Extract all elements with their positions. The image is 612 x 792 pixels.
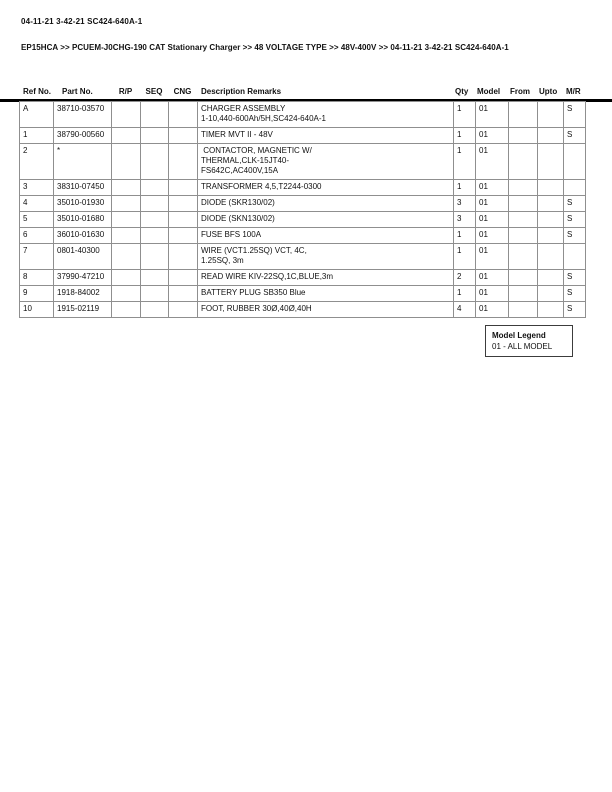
cell-cng <box>169 270 198 286</box>
cell-part-no: 38790-00560 <box>54 128 112 144</box>
description-line: TIMER MVT II - 48V <box>201 130 273 139</box>
table-row <box>20 196 586 212</box>
cell-part-no: 35010-01680 <box>54 212 112 228</box>
cell-qty: 4 <box>454 302 476 318</box>
cell-description <box>198 228 454 244</box>
cell-qty: 3 <box>454 212 476 228</box>
cell-cng <box>169 244 198 270</box>
cell-from <box>509 196 538 212</box>
cell-from <box>509 270 538 286</box>
cell-ref-no: 4 <box>20 196 54 212</box>
cell-from <box>509 102 538 128</box>
cell-ref-no: 9 <box>20 286 54 302</box>
cell-description <box>198 270 454 286</box>
cell-from <box>509 180 538 196</box>
column-header-model: Model <box>477 87 501 96</box>
cell-qty: 1 <box>454 286 476 302</box>
cell-seq <box>141 128 169 144</box>
cell-model: 01 <box>476 228 509 244</box>
cell-cng <box>169 302 198 318</box>
cell-model: 01 <box>476 102 509 128</box>
table-column-headers <box>19 87 585 97</box>
cell-upto <box>538 180 564 196</box>
cell-seq <box>141 144 169 180</box>
cell-ref-no: 8 <box>20 270 54 286</box>
column-header-ref-no: Ref No. <box>23 87 51 96</box>
cell-seq <box>141 286 169 302</box>
cell-description <box>198 286 454 302</box>
model-legend-box <box>485 325 573 357</box>
cell-cng <box>169 128 198 144</box>
cell-description <box>198 196 454 212</box>
cell-description <box>198 244 454 270</box>
table-row <box>20 128 586 144</box>
cell-model: 01 <box>476 244 509 270</box>
cell-seq <box>141 244 169 270</box>
cell-qty: 1 <box>454 102 476 128</box>
cell-mr: S <box>564 212 586 228</box>
cell-mr: S <box>564 102 586 128</box>
cell-qty: 2 <box>454 270 476 286</box>
column-header-mr: M/R <box>566 87 581 96</box>
cell-mr: S <box>564 302 586 318</box>
cell-model: 01 <box>476 270 509 286</box>
cell-ref-no: A <box>20 102 54 128</box>
cell-rp <box>112 128 141 144</box>
cell-seq <box>141 228 169 244</box>
cell-upto <box>538 228 564 244</box>
cell-seq <box>141 196 169 212</box>
description-line: FS642C,AC400V,15A <box>201 166 279 175</box>
cell-mr: S <box>564 196 586 212</box>
table-row <box>20 144 586 180</box>
description-line: THERMAL,CLK-15JT40- <box>201 156 290 165</box>
description-line: BATTERY PLUG SB350 Blue <box>201 288 306 297</box>
cell-qty: 1 <box>454 128 476 144</box>
cell-part-no: 38710-03570 <box>54 102 112 128</box>
cell-ref-no: 3 <box>20 180 54 196</box>
cell-qty: 1 <box>454 244 476 270</box>
cell-from <box>509 286 538 302</box>
cell-part-no: 0801-40300 <box>54 244 112 270</box>
cell-part-no: 1915-02119 <box>54 302 112 318</box>
description-line: DIODE (SKN130/02) <box>201 214 275 223</box>
cell-seq <box>141 180 169 196</box>
cell-part-no: 38310-07450 <box>54 180 112 196</box>
table-row <box>20 286 586 302</box>
cell-description <box>198 180 454 196</box>
cell-from <box>509 244 538 270</box>
cell-upto <box>538 302 564 318</box>
table-row <box>20 228 586 244</box>
column-header-seq: SEQ <box>145 87 163 96</box>
cell-model: 01 <box>476 302 509 318</box>
cell-rp <box>112 286 141 302</box>
cell-ref-no: 10 <box>20 302 54 318</box>
column-header-upto: Upto <box>539 87 558 96</box>
cell-upto <box>538 212 564 228</box>
cell-upto <box>538 102 564 128</box>
cell-upto <box>538 128 564 144</box>
cell-model: 01 <box>476 286 509 302</box>
cell-part-no: 1918-84002 <box>54 286 112 302</box>
cell-description <box>198 302 454 318</box>
column-header-part-no: Part No. <box>62 87 93 96</box>
table-row <box>20 244 586 270</box>
description-line: FUSE BFS 100A <box>201 230 262 239</box>
cell-from <box>509 128 538 144</box>
cell-ref-no: 6 <box>20 228 54 244</box>
cell-upto <box>538 286 564 302</box>
description-line: FOOT, RUBBER 30Ø,40Ø,40H <box>201 304 312 313</box>
cell-from <box>509 212 538 228</box>
cell-model: 01 <box>476 180 509 196</box>
cell-upto <box>538 270 564 286</box>
column-header-from: From <box>510 87 530 96</box>
cell-ref-no: 2 <box>20 144 54 180</box>
cell-part-no: 37990-47210 <box>54 270 112 286</box>
cell-part-no: 35010-01930 <box>54 196 112 212</box>
cell-qty: 1 <box>454 180 476 196</box>
table-row <box>20 180 586 196</box>
table-row <box>20 270 586 286</box>
model-legend-title: Model Legend <box>492 331 546 340</box>
cell-from <box>509 302 538 318</box>
cell-upto <box>538 144 564 180</box>
cell-rp <box>112 196 141 212</box>
parts-table <box>19 101 586 318</box>
description-line: WIRE (VCT1.25SQ) VCT, 4C, <box>201 246 307 255</box>
cell-rp <box>112 302 141 318</box>
cell-rp <box>112 144 141 180</box>
description-line: 1-10,440-600Ah/5H,SC424-640A-1 <box>201 114 326 123</box>
cell-seq <box>141 212 169 228</box>
column-header-description: Description Remarks <box>201 87 282 96</box>
cell-cng <box>169 180 198 196</box>
cell-part-no: 36010-01630 <box>54 228 112 244</box>
model-legend-item: 01 - ALL MODEL <box>492 342 553 351</box>
cell-cng <box>169 286 198 302</box>
cell-seq <box>141 102 169 128</box>
cell-part-no: * <box>54 144 112 180</box>
cell-seq <box>141 270 169 286</box>
cell-cng <box>169 196 198 212</box>
cell-cng <box>169 212 198 228</box>
column-header-cng: CNG <box>173 87 192 96</box>
cell-rp <box>112 180 141 196</box>
cell-model: 01 <box>476 212 509 228</box>
cell-rp <box>112 212 141 228</box>
cell-rp <box>112 228 141 244</box>
breadcrumb: EP15HCA >> PCUEM-J0CHG-190 CAT Stationary Charger >> 48 VOLTAGE TYPE >> 48V-400V >> 04-11-21 3-42-21 SC424-640A-1 <box>21 43 509 52</box>
description-line: TRANSFORMER 4,5,T2244-0300 <box>201 182 322 191</box>
cell-from <box>509 228 538 244</box>
description-line: 1.25SQ, 3m <box>201 256 244 265</box>
cell-mr <box>564 144 586 180</box>
cell-description <box>198 102 454 128</box>
cell-mr <box>564 180 586 196</box>
cell-mr: S <box>564 286 586 302</box>
cell-qty: 1 <box>454 228 476 244</box>
cell-description <box>198 128 454 144</box>
cell-qty: 3 <box>454 196 476 212</box>
cell-model: 01 <box>476 144 509 180</box>
table-row <box>20 302 586 318</box>
description-line: DIODE (SKR130/02) <box>201 198 275 207</box>
table-row <box>20 212 586 228</box>
cell-qty: 1 <box>454 144 476 180</box>
cell-from <box>509 144 538 180</box>
description-line: READ WIRE KIV-22SQ,1C,BLUE,3m <box>201 272 334 281</box>
cell-mr: S <box>564 128 586 144</box>
cell-seq <box>141 302 169 318</box>
column-header-qty: Qty <box>455 87 469 96</box>
cell-cng <box>169 102 198 128</box>
document-title: 04-11-21 3-42-21 SC424-640A-1 <box>21 17 143 26</box>
cell-upto <box>538 196 564 212</box>
table-row <box>20 102 586 128</box>
cell-rp <box>112 270 141 286</box>
cell-rp <box>112 244 141 270</box>
cell-description <box>198 144 454 180</box>
cell-rp <box>112 102 141 128</box>
cell-model: 01 <box>476 196 509 212</box>
description-line: CHARGER ASSEMBLY <box>201 104 286 113</box>
cell-cng <box>169 144 198 180</box>
cell-ref-no: 1 <box>20 128 54 144</box>
cell-description <box>198 212 454 228</box>
column-header-rp: R/P <box>118 87 133 96</box>
cell-cng <box>169 228 198 244</box>
description-line: CONTACTOR, MAGNETIC W/ <box>201 146 312 155</box>
cell-ref-no: 5 <box>20 212 54 228</box>
cell-mr <box>564 244 586 270</box>
cell-mr: S <box>564 270 586 286</box>
cell-upto <box>538 244 564 270</box>
cell-model: 01 <box>476 128 509 144</box>
cell-mr: S <box>564 228 586 244</box>
cell-ref-no: 7 <box>20 244 54 270</box>
